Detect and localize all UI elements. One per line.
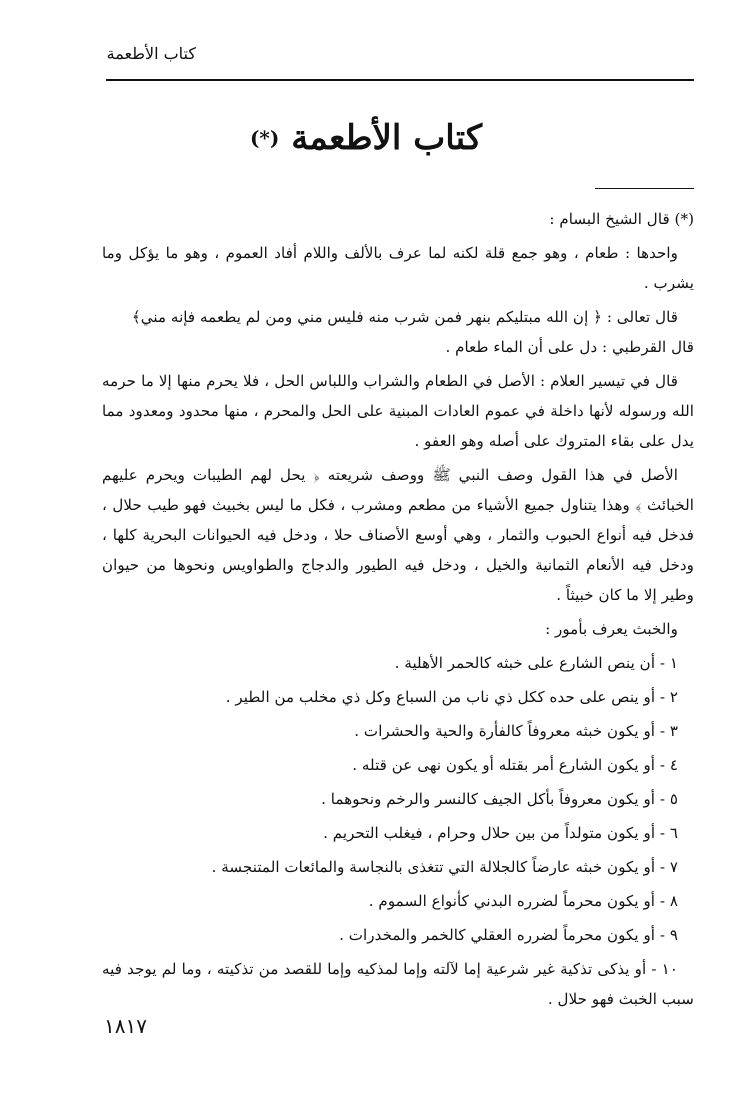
footnote-attribution: (*) قال الشيخ البسام :	[549, 210, 694, 228]
chapter-title	[0, 118, 732, 158]
paragraph: قال القرطبي : دل على أن الماء طعام .	[445, 338, 694, 356]
footnote-mark: (*)	[249, 126, 280, 150]
paragraph: واحدها : طعام ، وهو جمع قلة لكنه لما عرف بالألف واللام أفاد العموم ، وهو ما يؤكل وما يشرب .	[102, 244, 694, 292]
paragraph: الأصل في هذا القول وصف النبي ﷺ ووصف شريعته ﴿ يحل لهم الطيبات ويحرم عليهم الخبائث ﴾ وهذا يتناول جميع الأشياء من مطعم ومشرب ، فكل ما ليس بخبيث فهو طيب حلال ، فدخل فيه أنواع الحبوب والثمار ، وهي أوسع الأصناف حلا ، ودخل فيه الحيوانات البحرية كلها ، ودخل فيه الأنعام الثمانية والخيل ، ودخل فيه الطيور والدجاج والطواويس ونحوها من حيوان وطير إلا ما كان خبيثاً .	[102, 466, 694, 604]
list-item: ٨ - أو يكون محرماً لضرره البدني كأنواع السموم .	[368, 892, 678, 910]
list-item: ٥ - أو يكون معروفاً بأكل الجيف كالنسر والرخم ونحوهما .	[321, 790, 678, 808]
header-rule	[106, 79, 694, 81]
list-item: ١٠ - أو يذكى تذكية غير شرعية إما لآلته وإما لمذكيه وإما للقصد من تذكيته ، وما لم يوجد فيه سبب الخبث فهو حلال .	[102, 960, 694, 1008]
list-intro: والخبث يعرف بأمور :	[545, 620, 678, 638]
footnote-body	[102, 204, 694, 1018]
paragraph: قال في تيسير العلام : الأصل في الطعام والشراب واللباس الحل ، فلا يحرم منها إلا ما حرمه الله ورسوله لأنها داخلة في عموم العادات المبنية على الحل والمحرم ، منها محدود ومعدود مما يدل على بقاء المتروك على أصله وهو العفو .	[102, 372, 694, 450]
list-item: ٣ - أو يكون خبثه معروفاً كالفأرة والحية والحشرات .	[354, 722, 678, 740]
list-item: ٧ - أو يكون خبثه عارضاً كالجلالة التي تتغذى بالنجاسة والمائعات المتنجسة .	[211, 858, 678, 876]
list-item: ٤ - أو يكون الشارع أمر بقتله أو يكون نهى عن قتله .	[352, 756, 678, 774]
list-item: ١ - أن ينص الشارع على خبثه كالحمر الأهلية .	[394, 654, 678, 672]
running-head-title: كتاب الأطعمة	[106, 44, 196, 63]
paragraph-quran-verse: قال تعالى : ﴿ إن الله مبتليكم بنهر فمن شرب منه فليس مني ومن لم يطعمه فإنه مني﴾	[131, 308, 678, 326]
page-number: ١٨١٧	[104, 1014, 147, 1038]
list-item: ٩ - أو يكون محرماً لضرره العقلي كالخمر والمخدرات .	[339, 926, 678, 944]
chapter-title-text: كتاب الأطعمة	[291, 118, 483, 158]
list-item: ٦ - أو يكون متولداً من بين حلال وحرام ، فيغلب التحريم .	[323, 824, 678, 842]
list-item: ٢ - أو ينص على حده ككل ذي ناب من السباع وكل ذي مخلب من الطير .	[225, 688, 678, 706]
footnote-separator	[595, 188, 694, 189]
